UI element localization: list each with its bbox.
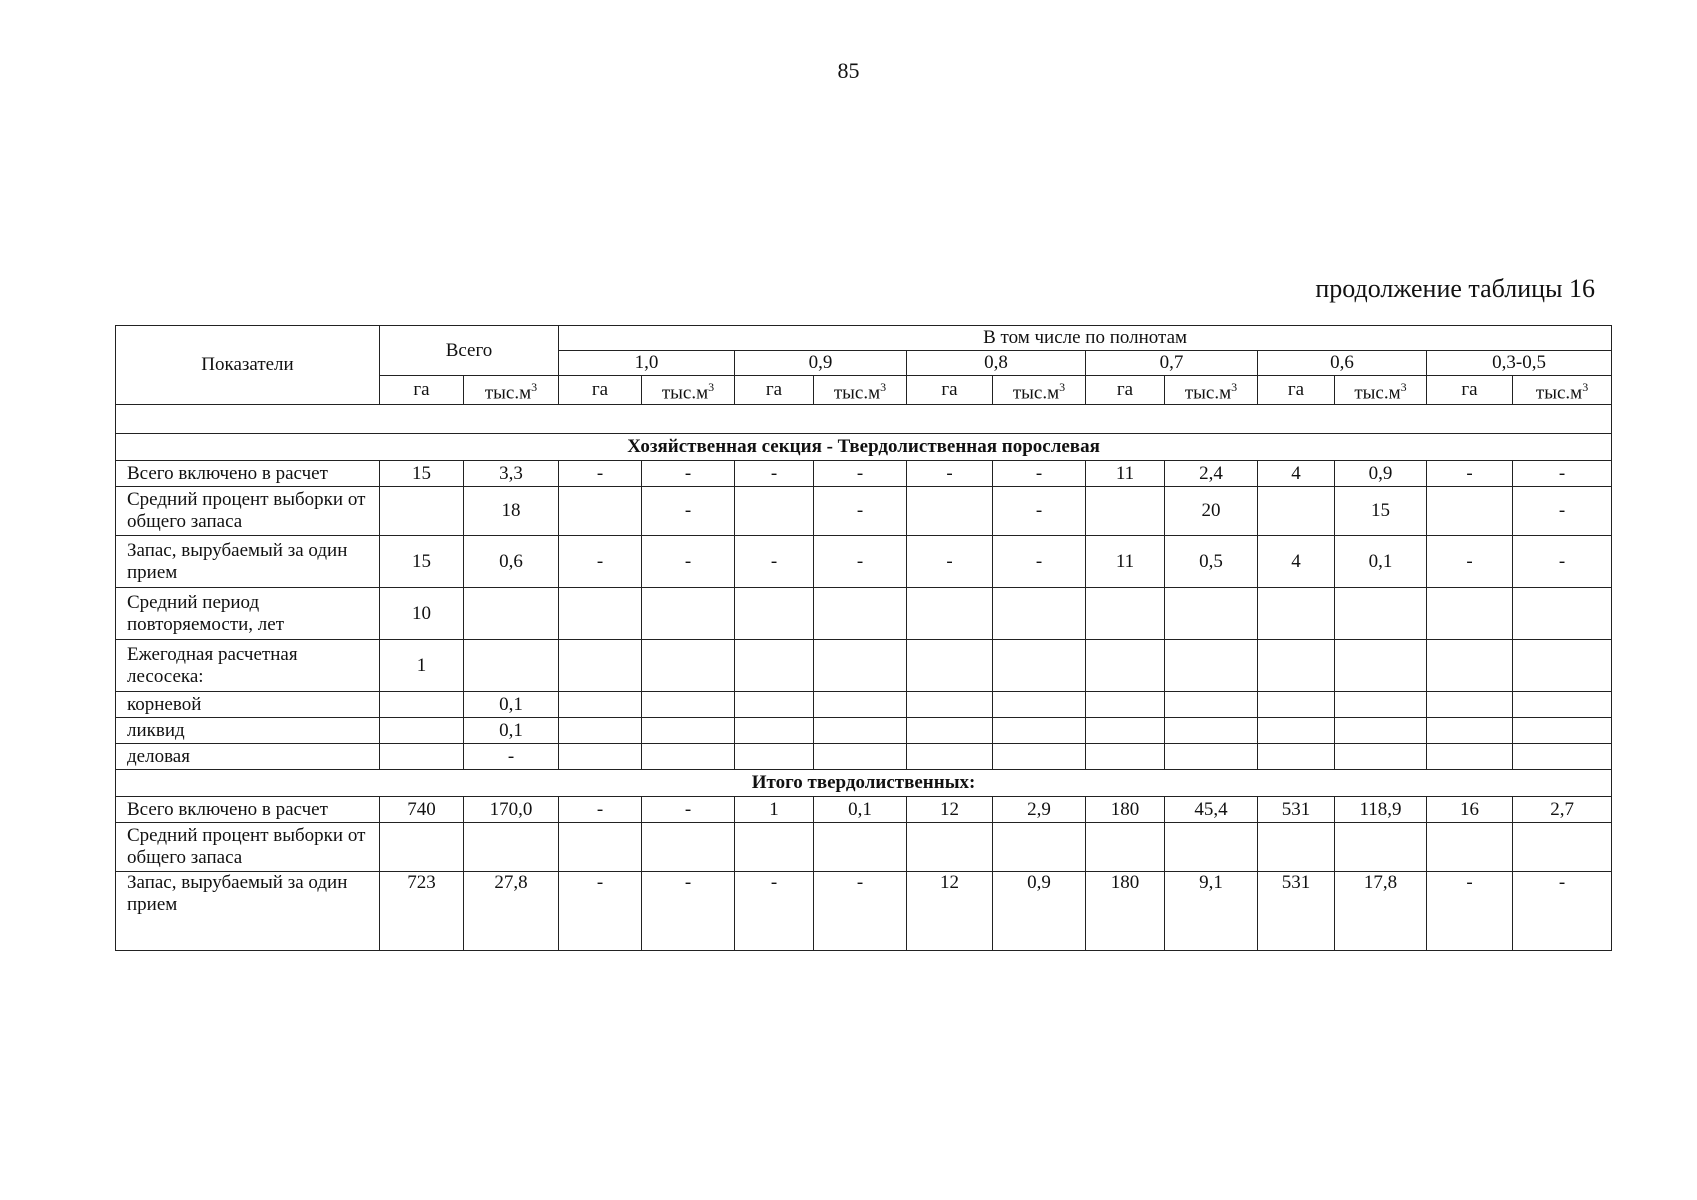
table-cell <box>735 744 814 770</box>
table-cell: - <box>559 536 642 588</box>
table-cell <box>907 692 993 718</box>
table-row <box>116 744 1612 770</box>
table-cell: 18 <box>464 487 559 536</box>
table-cell <box>464 588 559 640</box>
table-cell <box>1258 823 1335 872</box>
table-cell: 4 <box>1258 461 1335 487</box>
blank-row <box>116 405 1612 434</box>
unit-volume-text: тыс.м <box>484 382 532 404</box>
header-row-1 <box>116 326 1612 351</box>
table-row <box>116 536 1612 588</box>
table-cell: 2,9 <box>993 797 1086 823</box>
table-cell <box>642 718 735 744</box>
table-cell: - <box>1513 461 1612 487</box>
table-cell <box>1427 823 1513 872</box>
table-cell <box>559 487 642 536</box>
table-cell <box>735 718 814 744</box>
table-cell: 0,1 <box>464 692 559 718</box>
table-cell <box>1427 487 1513 536</box>
section1-body <box>116 461 1612 770</box>
table-cell: - <box>1513 872 1612 951</box>
row-label: Запас, вырубаемый за один прием <box>116 536 380 588</box>
table-cell <box>1258 692 1335 718</box>
table-cell <box>1258 744 1335 770</box>
table-cell <box>814 744 907 770</box>
table-cell <box>735 487 814 536</box>
table-cell: - <box>993 536 1086 588</box>
table-cell: 0,9 <box>1335 461 1427 487</box>
unit-ha: га <box>559 376 642 405</box>
table-cell: 2,4 <box>1165 461 1258 487</box>
table-cell: - <box>559 461 642 487</box>
table-cell: - <box>814 872 907 951</box>
table-cell: - <box>1427 536 1513 588</box>
table-cell <box>559 823 642 872</box>
table-cell: 0,6 <box>464 536 559 588</box>
table-cell <box>993 640 1086 692</box>
unit-volume <box>1335 376 1427 405</box>
table-row <box>116 718 1612 744</box>
table-cell: 12 <box>907 797 993 823</box>
table-cell <box>1427 744 1513 770</box>
row-label: Средний период повторяемости, лет <box>116 588 380 640</box>
table-row <box>116 487 1612 536</box>
table-cell <box>993 823 1086 872</box>
table-cell <box>1086 588 1165 640</box>
unit-volume-sup: 3 <box>1400 380 1407 394</box>
table-cell <box>993 718 1086 744</box>
unit-volume-sup: 3 <box>708 380 715 394</box>
table-cell: 0,9 <box>993 872 1086 951</box>
table-cell <box>993 744 1086 770</box>
table-cell: 20 <box>1165 487 1258 536</box>
table-cell: - <box>993 487 1086 536</box>
density-label: 0,6 <box>1258 351 1427 376</box>
table-cell <box>1513 692 1612 718</box>
table-cell <box>1427 718 1513 744</box>
table-cell: 531 <box>1258 797 1335 823</box>
table-cell <box>907 588 993 640</box>
table-cell <box>735 692 814 718</box>
header-total: Всего <box>380 326 559 376</box>
table-cell: 17,8 <box>1335 872 1427 951</box>
table-cell: 27,8 <box>464 872 559 951</box>
table-cell: 180 <box>1086 872 1165 951</box>
table-cell: - <box>1427 872 1513 951</box>
table-cell <box>814 640 907 692</box>
table-caption: продолжение таблицы 16 <box>1315 274 1595 303</box>
table-cell: 2,7 <box>1513 797 1612 823</box>
table-cell: - <box>735 872 814 951</box>
row-label: Средний процент выборки от общего запаса <box>116 823 380 872</box>
table-cell <box>1513 718 1612 744</box>
table-cell: 0,5 <box>1165 536 1258 588</box>
table-row <box>116 588 1612 640</box>
table-cell: 170,0 <box>464 797 559 823</box>
table-cell: - <box>559 872 642 951</box>
density-label: 0,8 <box>907 351 1086 376</box>
table-cell: - <box>814 536 907 588</box>
table-cell <box>559 588 642 640</box>
table-cell <box>380 718 464 744</box>
unit-volume-text: тыс.м <box>833 382 881 404</box>
unit-volume <box>464 376 559 405</box>
table-cell <box>1258 588 1335 640</box>
table-cell: 10 <box>380 588 464 640</box>
table-cell <box>814 692 907 718</box>
table-cell <box>1335 640 1427 692</box>
table-row <box>116 823 1612 872</box>
unit-volume-text: тыс.м <box>1012 382 1060 404</box>
table-row <box>116 872 1612 951</box>
unit-volume <box>1513 376 1612 405</box>
table-cell: - <box>642 461 735 487</box>
table-cell <box>907 487 993 536</box>
table-cell <box>559 744 642 770</box>
table-cell <box>642 640 735 692</box>
table-cell <box>380 744 464 770</box>
table-cell <box>642 823 735 872</box>
unit-volume-text: тыс.м <box>661 382 709 404</box>
table-cell <box>1513 640 1612 692</box>
table-cell <box>1513 744 1612 770</box>
table-cell: 740 <box>380 797 464 823</box>
table-cell: - <box>642 536 735 588</box>
table-cell: - <box>814 487 907 536</box>
row-label: ликвид <box>116 718 380 744</box>
table-cell <box>907 744 993 770</box>
table-cell <box>907 640 993 692</box>
table-row <box>116 461 1612 487</box>
section-title-row <box>116 770 1612 797</box>
table-cell <box>1513 588 1612 640</box>
table-cell: 0,1 <box>814 797 907 823</box>
table-cell: 15 <box>380 461 464 487</box>
unit-ha: га <box>1427 376 1513 405</box>
table-cell <box>1258 640 1335 692</box>
table-cell <box>1165 744 1258 770</box>
table-cell <box>993 588 1086 640</box>
section-title-row <box>116 434 1612 461</box>
header-indicators: Показатели <box>116 326 380 405</box>
table-cell: 16 <box>1427 797 1513 823</box>
blank-cell <box>116 405 1612 434</box>
table-cell <box>642 692 735 718</box>
table-cell: - <box>559 797 642 823</box>
header-by-density: В том числе по полнотам <box>559 326 1612 351</box>
table-cell: - <box>1427 461 1513 487</box>
table-cell <box>1165 823 1258 872</box>
table-cell <box>1086 718 1165 744</box>
density-label: 0,3-0,5 <box>1427 351 1612 376</box>
table-cell <box>1335 823 1427 872</box>
table-cell: 723 <box>380 872 464 951</box>
table-cell: - <box>814 461 907 487</box>
table-cell <box>1335 744 1427 770</box>
page-number: 85 <box>837 58 860 83</box>
table-cell: - <box>993 461 1086 487</box>
unit-volume <box>993 376 1086 405</box>
table-cell <box>1165 588 1258 640</box>
table-cell <box>380 487 464 536</box>
unit-volume-sup: 3 <box>1059 380 1066 394</box>
table-cell: 180 <box>1086 797 1165 823</box>
unit-volume-sup: 3 <box>531 380 538 394</box>
table-cell <box>814 718 907 744</box>
table-cell <box>907 823 993 872</box>
unit-volume <box>1165 376 1258 405</box>
table-cell <box>380 692 464 718</box>
table-cell: - <box>642 872 735 951</box>
table-cell <box>1165 640 1258 692</box>
row-label: Запас, вырубаемый за один прием <box>116 872 380 951</box>
table-cell: - <box>1513 536 1612 588</box>
table-cell: - <box>907 536 993 588</box>
table-cell <box>1165 718 1258 744</box>
table-cell: 531 <box>1258 872 1335 951</box>
unit-ha: га <box>380 376 464 405</box>
table-cell: 15 <box>380 536 464 588</box>
table-cell: - <box>642 487 735 536</box>
table-cell <box>1427 588 1513 640</box>
table-cell <box>1335 588 1427 640</box>
table-cell: 1 <box>380 640 464 692</box>
table-cell: 9,1 <box>1165 872 1258 951</box>
table-cell <box>814 588 907 640</box>
table-cell <box>1086 640 1165 692</box>
table-row <box>116 692 1612 718</box>
table-cell <box>1335 692 1427 718</box>
table-cell: 11 <box>1086 461 1165 487</box>
table-cell: 4 <box>1258 536 1335 588</box>
density-label: 0,7 <box>1086 351 1258 376</box>
unit-volume-sup: 3 <box>1582 380 1589 394</box>
table-cell <box>642 744 735 770</box>
unit-ha: га <box>907 376 993 405</box>
table-cell <box>1513 823 1612 872</box>
unit-ha: га <box>1258 376 1335 405</box>
table-cell <box>1427 640 1513 692</box>
table-cell: 11 <box>1086 536 1165 588</box>
table-cell <box>735 823 814 872</box>
table-cell <box>1086 823 1165 872</box>
section2-body <box>116 797 1612 951</box>
table-cell <box>1086 744 1165 770</box>
table-cell: - <box>1513 487 1612 536</box>
table-cell <box>907 718 993 744</box>
table-cell <box>464 640 559 692</box>
data-table <box>115 325 1612 951</box>
table-cell <box>1165 692 1258 718</box>
table-cell <box>380 823 464 872</box>
table-cell <box>642 588 735 640</box>
table-cell: 0,1 <box>464 718 559 744</box>
table-cell: 12 <box>907 872 993 951</box>
table-cell: - <box>735 461 814 487</box>
row-label: Ежегодная расчетная лесосека: <box>116 640 380 692</box>
table-cell <box>1086 487 1165 536</box>
unit-volume-sup: 3 <box>880 380 887 394</box>
row-label: Всего включено в расчет <box>116 461 380 487</box>
table-cell <box>1258 718 1335 744</box>
table-row <box>116 640 1612 692</box>
table-cell <box>1335 718 1427 744</box>
unit-volume <box>814 376 907 405</box>
table-cell: 118,9 <box>1335 797 1427 823</box>
table-cell <box>1258 487 1335 536</box>
table-cell: 15 <box>1335 487 1427 536</box>
table-cell <box>559 640 642 692</box>
table-cell <box>735 640 814 692</box>
table-cell: 0,1 <box>1335 536 1427 588</box>
table-row <box>116 797 1612 823</box>
unit-ha: га <box>1086 376 1165 405</box>
unit-ha: га <box>735 376 814 405</box>
table-cell <box>1427 692 1513 718</box>
unit-volume-text: тыс.м <box>1354 382 1401 404</box>
table-cell: - <box>735 536 814 588</box>
table-cell: 1 <box>735 797 814 823</box>
table-cell <box>735 588 814 640</box>
section-title: Хозяйственная секция - Твердолиственная порослевая <box>116 434 1612 461</box>
density-label: 0,9 <box>735 351 907 376</box>
row-label: корневой <box>116 692 380 718</box>
table-cell <box>993 692 1086 718</box>
table-cell: - <box>907 461 993 487</box>
table-cell: - <box>464 744 559 770</box>
density-label: 1,0 <box>559 351 735 376</box>
section-title: Итого твердолиственных: <box>116 770 1612 797</box>
table-cell <box>1086 692 1165 718</box>
table-cell: - <box>642 797 735 823</box>
row-label: Средний процент выборки от общего запаса <box>116 487 380 536</box>
table-cell <box>814 823 907 872</box>
unit-volume <box>642 376 735 405</box>
table-cell: 45,4 <box>1165 797 1258 823</box>
table-cell <box>559 692 642 718</box>
unit-volume-sup: 3 <box>1231 380 1238 394</box>
row-label: деловая <box>116 744 380 770</box>
unit-volume-text: тыс.м <box>1184 382 1232 404</box>
unit-volume-text: тыс.м <box>1535 382 1583 404</box>
table-cell <box>464 823 559 872</box>
table-cell <box>559 718 642 744</box>
row-label: Всего включено в расчет <box>116 797 380 823</box>
table-cell: 3,3 <box>464 461 559 487</box>
